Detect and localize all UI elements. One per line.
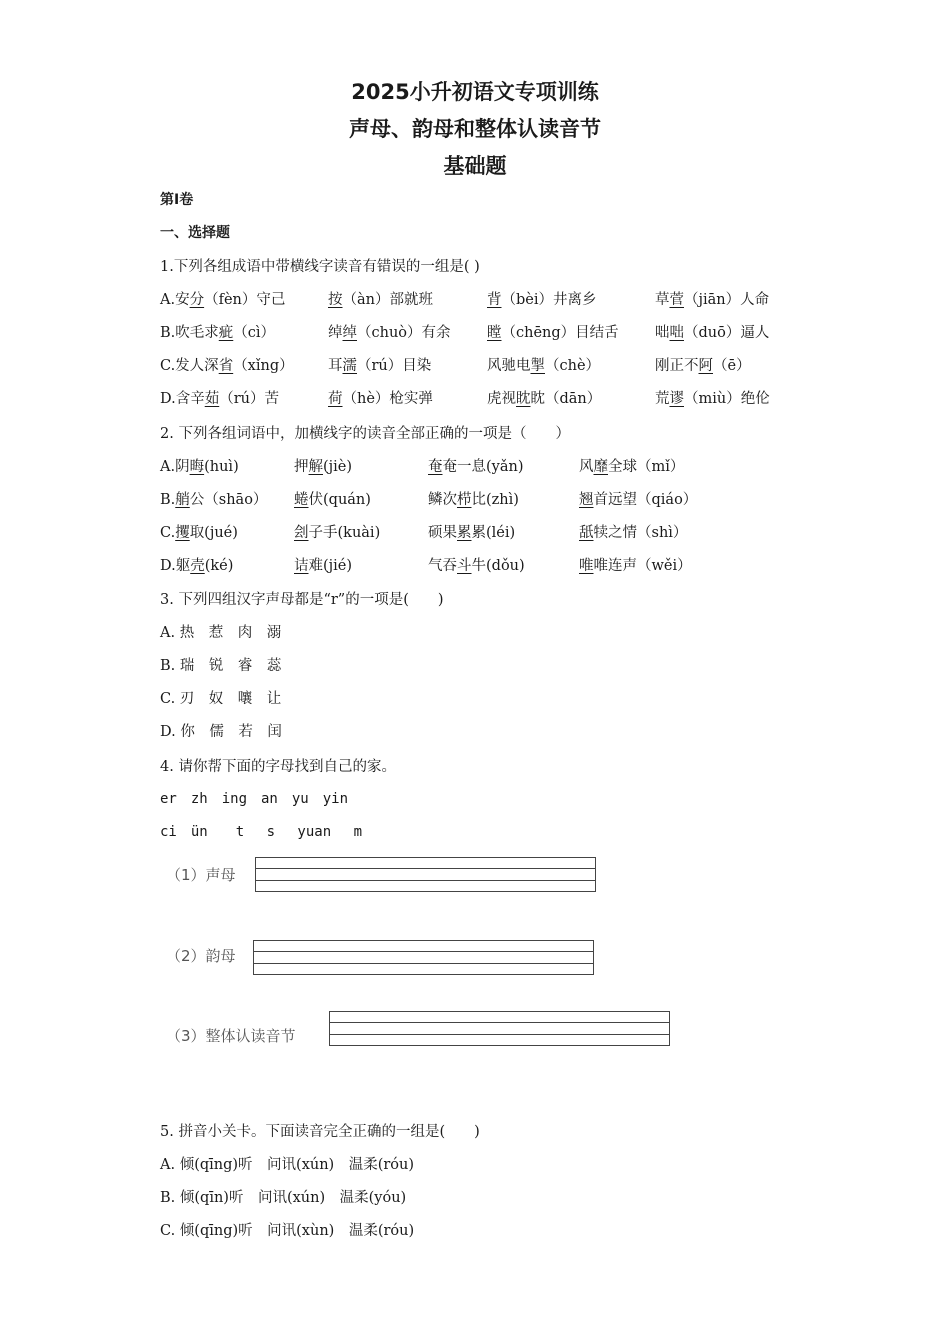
q2-option-item [579, 488, 697, 509]
item-prefix: C. [160, 525, 176, 541]
underlined-char: 咄 [669, 325, 684, 341]
item-prefix: 虎视 [487, 391, 516, 407]
item-suffix: (ké) [204, 558, 234, 574]
underlined-char: 唯 [579, 558, 594, 574]
item-suffix: 累(léi) [471, 525, 516, 541]
item-suffix: （chuò）有余 [357, 325, 451, 341]
q2-option-row [160, 554, 860, 578]
item-prefix: D.含辛 [160, 391, 205, 407]
item-suffix: （rú）苦 [219, 391, 279, 407]
q2-option-row [160, 455, 860, 479]
q4-label-initials: （1）声母 [166, 866, 236, 884]
q2-option-item [294, 554, 352, 575]
q1-option-item [655, 354, 751, 375]
item-suffix: （cì） [233, 325, 276, 341]
q1-option-item [328, 387, 433, 408]
item-prefix: 咄 [655, 325, 670, 341]
q2-option-row [160, 521, 860, 545]
underlined-char: 濡 [342, 358, 357, 374]
q1-option-item [655, 288, 769, 309]
underlined-char: 瞠 [487, 325, 502, 341]
item-suffix: （chè） [545, 358, 601, 374]
underlined-char: 累 [457, 525, 472, 541]
item-suffix: （àn）部就班 [342, 292, 433, 308]
item-suffix: (jiè) [323, 459, 353, 475]
underlined-char: 阿 [698, 358, 713, 374]
underlined-char: 栉 [457, 492, 472, 508]
item-prefix: B. [160, 492, 176, 508]
item-prefix: 鳞次 [428, 492, 457, 508]
q2-option-item [428, 488, 519, 509]
item-suffix: （bèi）井离乡 [501, 292, 597, 308]
q2-option-item [428, 455, 524, 476]
q3-option-b: B. 瑞 锐 睿 蕊 [160, 658, 282, 674]
q1-option-item [328, 321, 451, 342]
doc-level: 基础题 [443, 154, 507, 178]
item-suffix: 难(jié) [308, 558, 353, 574]
q3-stem: 3. 下列四组汉字声母都是“r”的一项是( ) [160, 592, 444, 608]
item-prefix: 耳 [328, 358, 343, 374]
item-suffix: 伏(quán) [308, 492, 371, 508]
q2-option-item [579, 521, 687, 542]
underlined-char: 疵 [218, 325, 234, 341]
underlined-char: 按 [328, 292, 343, 308]
underlined-char: 谬 [669, 391, 684, 407]
item-prefix: D.躯 [160, 558, 191, 574]
item-suffix: 子手(kuài) [308, 525, 381, 541]
q4-answer-box-whole-syllables[interactable] [329, 1011, 670, 1046]
item-suffix: （xǐng） [233, 358, 294, 374]
item-suffix: 全球（mǐ） [608, 459, 685, 475]
item-suffix: 比(zhì) [471, 492, 519, 508]
item-suffix: 眈（dān） [530, 391, 602, 407]
volume-heading: 第Ⅰ卷 [160, 192, 194, 208]
q1-option-item [487, 288, 597, 309]
underlined-char: 背 [487, 292, 502, 308]
q2-stem: 2. 下列各组词语中，加横线字的读音全部正确的一项是（ ） [160, 426, 570, 442]
q2-option-item [428, 554, 525, 575]
q1-option-item [328, 354, 431, 375]
q5-option-a: A. 倾(qīng)听 问讯(xún) 温柔(róu) [160, 1157, 415, 1173]
q2-option-item [160, 488, 267, 509]
item-suffix: 公（shāo） [189, 492, 268, 508]
item-prefix: 绰 [328, 325, 343, 341]
q2-option-item [294, 521, 380, 542]
q4-label-whole-syllables: （3）整体认读音节 [166, 1027, 296, 1045]
doc-subtitle: 声母、韵母和整体认读音节 [349, 117, 601, 141]
item-suffix: （ē） [713, 358, 751, 374]
q1-option-row [160, 354, 860, 378]
item-prefix: 风 [579, 459, 594, 475]
underlined-char: 攫 [175, 525, 190, 541]
item-prefix: 风驰电 [487, 358, 531, 374]
q4-stem: 4. 请你帮下面的字母找到自己的家。 [160, 759, 396, 775]
underlined-char: 刽 [294, 525, 309, 541]
item-prefix: A.安 [160, 292, 190, 308]
underlined-char: 翘 [579, 492, 594, 508]
q2-option-item [428, 521, 515, 542]
q1-option-item [160, 288, 285, 309]
item-suffix: （fèn）守己 [204, 292, 286, 308]
underlined-char: 茹 [204, 391, 220, 407]
item-prefix: C.发人深 [160, 358, 219, 374]
q3-option-a: A. 热 惹 肉 溺 [160, 625, 282, 641]
underlined-char: 舐 [579, 525, 594, 541]
item-suffix: 唯连声（wěi） [593, 558, 692, 574]
q1-option-item [655, 321, 769, 342]
underlined-char: 诘 [294, 558, 309, 574]
underlined-char: 省 [218, 358, 234, 374]
q1-option-item [160, 321, 275, 342]
q4-answer-box-finals[interactable] [253, 940, 594, 975]
q4-letters-row1: er zh ing an yu yin [160, 791, 349, 807]
item-suffix: （rú）目染 [357, 358, 432, 374]
item-suffix: （chēng）目结舌 [501, 325, 619, 341]
item-suffix: 首远望（qiáo） [593, 492, 698, 508]
q2-option-item [160, 554, 233, 575]
underlined-char: 晦 [189, 459, 205, 475]
item-suffix: 牛(dǒu) [471, 558, 525, 574]
q4-label-finals: （2）韵母 [166, 947, 236, 965]
underlined-char: 解 [308, 459, 323, 475]
underlined-char: 眈 [516, 391, 531, 407]
item-suffix: （jiān）人命 [684, 292, 770, 308]
q1-option-row [160, 288, 860, 312]
item-prefix: 刚正不 [655, 358, 699, 374]
underlined-char: 绰 [342, 325, 357, 341]
underlined-char: 掣 [530, 358, 545, 374]
q1-option-item [160, 387, 279, 408]
section-heading: 一、选择题 [160, 225, 230, 241]
q1-option-item [487, 354, 600, 375]
item-suffix: 奄一息(yǎn) [442, 459, 524, 475]
item-prefix: 草 [655, 292, 670, 308]
q1-option-item [160, 354, 294, 375]
underlined-char: 斗 [457, 558, 472, 574]
item-suffix: (huì) [204, 459, 239, 475]
q5-option-b: B. 倾(qīn)听 问讯(xún) 温柔(yóu) [160, 1190, 407, 1206]
underlined-char: 艄 [175, 492, 190, 508]
item-suffix: （miù）绝伦 [684, 391, 770, 407]
q1-option-item [487, 387, 601, 408]
item-suffix: （hè）枪实弹 [342, 391, 433, 407]
underlined-char: 壳 [190, 558, 205, 574]
doc-title: 2025小升初语文专项训练 [351, 80, 599, 104]
q2-option-item [160, 455, 239, 476]
q1-option-row [160, 387, 860, 411]
item-prefix: B.吹毛求 [160, 325, 219, 341]
item-suffix: （duō）逼人 [684, 325, 770, 341]
q1-option-row [160, 321, 860, 345]
q2-option-item [160, 521, 238, 542]
q4-letters-row2: ci ün t s yuan m [160, 824, 363, 840]
underlined-char: 分 [189, 292, 205, 308]
q2-option-item [579, 455, 684, 476]
q5-stem: 5. 拼音小关卡。下面读音完全正确的一组是( ) [160, 1124, 480, 1140]
q2-option-item [294, 455, 352, 476]
q4-answer-box-initials[interactable] [255, 857, 596, 892]
q2-option-item [294, 488, 371, 509]
q5-option-c: C. 倾(qīng)听 问讯(xùn) 温柔(róu) [160, 1223, 415, 1239]
q1-stem: 1.下列各组成语中带横线字读音有错误的一组是( ) [160, 259, 480, 275]
item-prefix: A.阴 [160, 459, 190, 475]
underlined-char: 靡 [593, 459, 608, 475]
item-prefix: 气吞 [428, 558, 457, 574]
item-prefix: 押 [294, 459, 309, 475]
q1-option-item [328, 288, 433, 309]
item-suffix: 取(jué) [189, 525, 238, 541]
q3-option-c: C. 刃 奴 嚷 让 [160, 691, 282, 707]
q2-option-item [579, 554, 692, 575]
underlined-char: 荷 [328, 391, 343, 407]
item-prefix: 荒 [655, 391, 670, 407]
q1-option-item [487, 321, 619, 342]
underlined-char: 蜷 [294, 492, 309, 508]
q3-option-d: D. 你 儒 若 闰 [160, 724, 282, 740]
item-prefix: 硕果 [428, 525, 457, 541]
item-suffix: 犊之情（shì） [593, 525, 688, 541]
underlined-char: 菅 [669, 292, 684, 308]
underlined-char: 奄 [428, 459, 443, 475]
q2-option-row [160, 488, 860, 512]
q1-option-item [655, 387, 770, 408]
